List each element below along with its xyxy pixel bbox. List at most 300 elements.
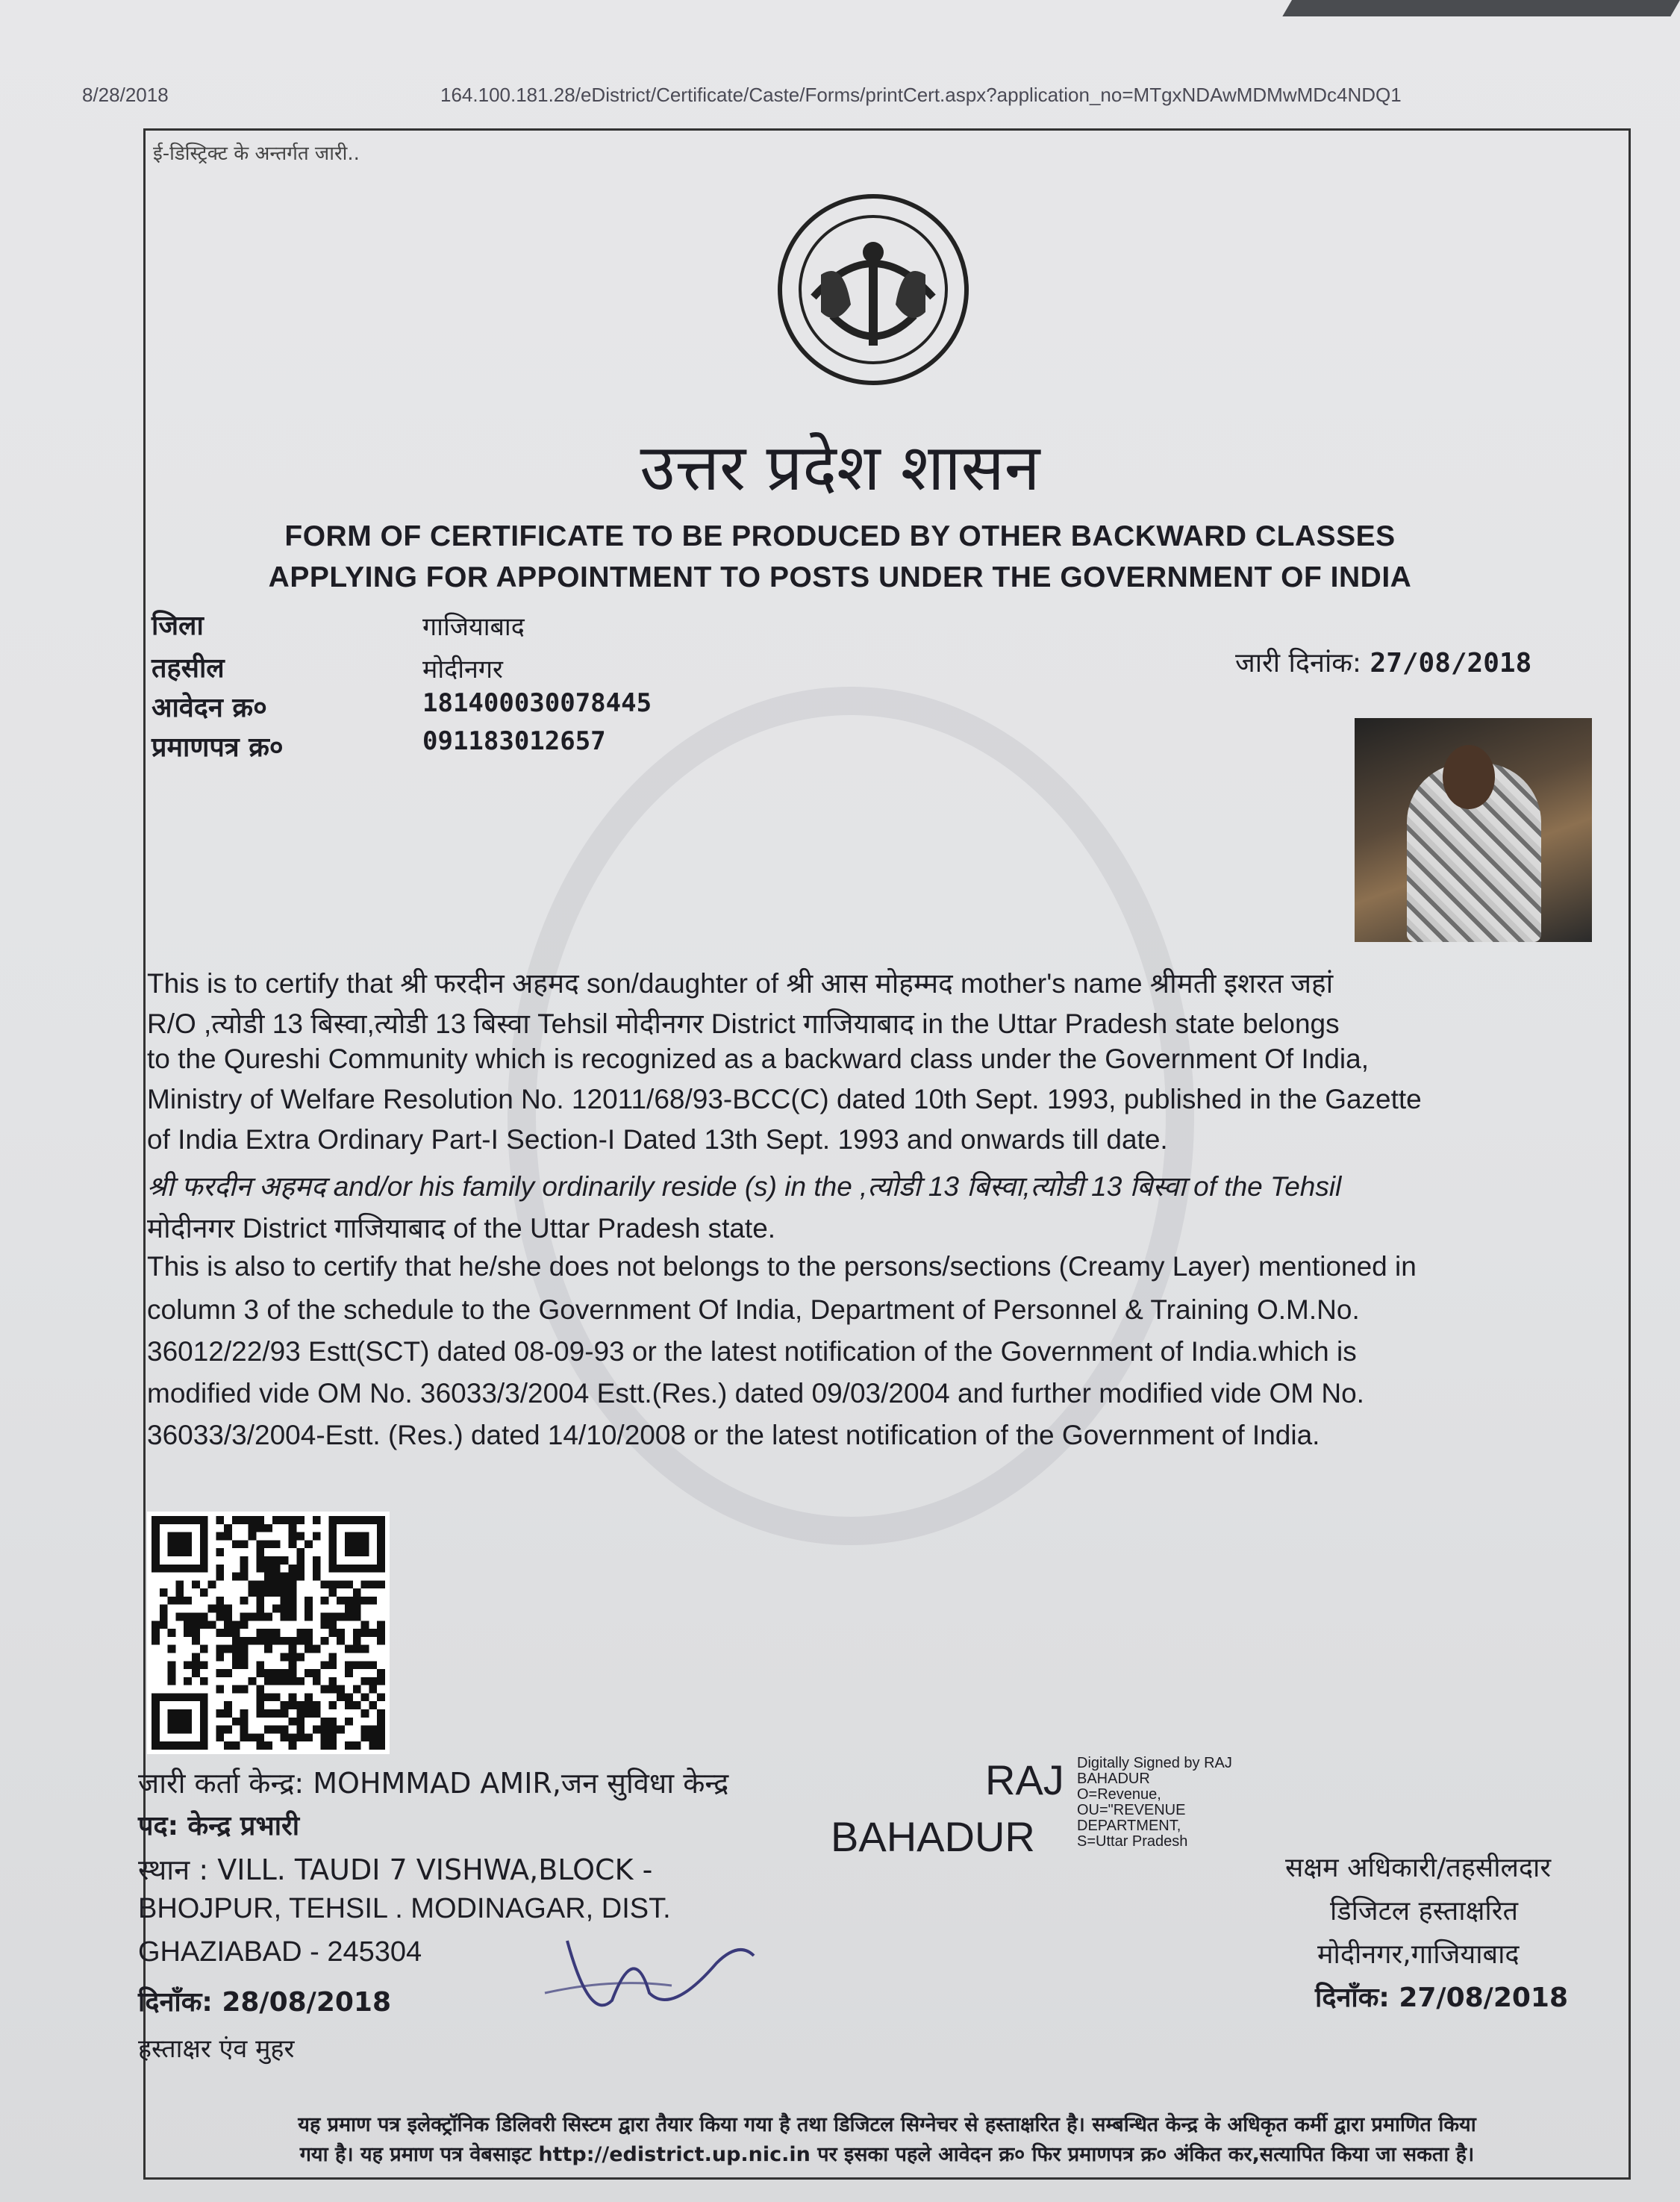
qr-module xyxy=(184,1597,192,1605)
qr-module xyxy=(337,1597,345,1605)
qr-module xyxy=(361,1677,369,1685)
qr-module xyxy=(264,1573,272,1581)
qr-module xyxy=(337,1613,345,1621)
qr-module xyxy=(305,1693,313,1701)
top-note: ई-डिस्ट्रिक्ट के अन्तर्गत जारी.. xyxy=(153,143,360,165)
qr-module xyxy=(288,1653,296,1661)
qr-module xyxy=(345,1580,353,1588)
qr-module xyxy=(328,1653,337,1661)
qr-module xyxy=(208,1621,216,1629)
qr-module xyxy=(232,1629,240,1637)
qr-module xyxy=(328,1733,337,1741)
qr-module xyxy=(281,1733,289,1741)
qr-module xyxy=(264,1580,272,1588)
qr-module xyxy=(313,1701,321,1709)
qr-module xyxy=(328,1718,337,1726)
qr-module xyxy=(281,1677,289,1685)
qr-module xyxy=(240,1661,249,1669)
emblem-watermark xyxy=(508,687,1194,1545)
issuer-line-4: BHOJPUR, TEHSIL . MODINAGAR, DIST. xyxy=(138,1893,671,1924)
qr-module xyxy=(288,1733,296,1741)
qr-module xyxy=(216,1605,224,1613)
qr-module xyxy=(328,1701,337,1709)
qr-module xyxy=(296,1565,305,1573)
qr-module xyxy=(377,1741,385,1750)
qr-module xyxy=(288,1580,296,1588)
digital-sign-details xyxy=(1077,1756,1232,1850)
footer-line-1: यह प्रमाण पत्र इलेक्ट्रॉनिक डिलिवरी सिस्टम द्वारा तैयार किया गया है तथा डिजिटल सिग्नेचर से हस्ताक्षरित है। सम्बन्धित केन्द्र के अधिकृत कर्मी द्वारा प्रमाणित किया xyxy=(298,2113,1476,2136)
qr-module xyxy=(232,1685,240,1694)
qr-module xyxy=(353,1613,361,1621)
qr-module xyxy=(240,1709,249,1718)
qr-module xyxy=(200,1645,208,1653)
issue-date-label: जारी दिनांक: xyxy=(1235,648,1362,679)
qr-module xyxy=(272,1637,281,1645)
qr-module xyxy=(264,1669,272,1677)
qr-module xyxy=(256,1556,264,1565)
qr-module xyxy=(288,1613,296,1621)
qr-module xyxy=(249,1733,257,1741)
qr-module xyxy=(216,1532,224,1541)
qr-module xyxy=(256,1741,264,1750)
qr-module xyxy=(377,1580,385,1588)
qr-module xyxy=(256,1661,264,1669)
qr-module xyxy=(313,1645,321,1653)
qr-module xyxy=(361,1629,369,1637)
qr-module xyxy=(264,1613,272,1621)
qr-module xyxy=(305,1733,313,1741)
qr-module xyxy=(288,1532,296,1541)
qr-module xyxy=(305,1597,313,1605)
qr-module xyxy=(256,1565,264,1573)
qr-module xyxy=(160,1588,168,1597)
qr-module xyxy=(216,1516,224,1524)
qr-module xyxy=(296,1532,305,1541)
qr-module xyxy=(353,1597,361,1605)
qr-module xyxy=(321,1580,329,1588)
qr-module xyxy=(288,1701,296,1709)
qr-module xyxy=(296,1709,305,1718)
qr-module xyxy=(337,1580,345,1588)
qr-module xyxy=(200,1661,208,1669)
qr-module xyxy=(361,1645,369,1653)
qr-module xyxy=(160,1613,168,1621)
qr-module xyxy=(184,1629,192,1637)
qr-module xyxy=(281,1669,289,1677)
qr-module xyxy=(353,1741,361,1750)
page-corner-shadow xyxy=(1282,0,1680,16)
qr-module xyxy=(361,1621,369,1629)
qr-module xyxy=(288,1741,296,1750)
qr-module xyxy=(200,1613,208,1621)
qr-module xyxy=(256,1629,264,1637)
qr-module xyxy=(288,1524,296,1532)
qr-module xyxy=(328,1726,337,1734)
qr-module xyxy=(240,1573,249,1581)
qr-module xyxy=(272,1677,281,1685)
qr-module xyxy=(288,1718,296,1726)
qr-module xyxy=(168,1629,176,1637)
qr-module xyxy=(361,1733,369,1741)
qr-module xyxy=(313,1669,321,1677)
qr-module xyxy=(240,1637,249,1645)
qr-module xyxy=(232,1573,240,1581)
qr-module xyxy=(345,1597,353,1605)
qr-module xyxy=(361,1709,369,1718)
qr-module xyxy=(377,1669,385,1677)
qr-module xyxy=(337,1726,345,1734)
qr-module xyxy=(152,1629,160,1637)
qr-module xyxy=(192,1653,200,1661)
qr-module xyxy=(296,1637,305,1645)
qr-module xyxy=(345,1693,353,1701)
digital-sign-detail-1: Digitally Signed by RAJ xyxy=(1077,1755,1232,1771)
qr-module xyxy=(345,1669,353,1677)
qr-module xyxy=(240,1726,249,1734)
qr-module xyxy=(361,1693,369,1701)
field-value-tehsil: मोदीनगर xyxy=(422,655,503,684)
qr-module xyxy=(240,1540,249,1548)
qr-module xyxy=(224,1524,232,1532)
authority-line-2: डिजिटल हस्ताक्षरित xyxy=(1330,1896,1518,1927)
qr-module xyxy=(264,1565,272,1573)
qr-module xyxy=(337,1629,345,1637)
qr-module xyxy=(272,1516,281,1524)
qr-module xyxy=(272,1709,281,1718)
print-date: 8/28/2018 xyxy=(82,84,169,106)
qr-module xyxy=(305,1669,313,1677)
qr-module xyxy=(240,1516,249,1524)
qr-module xyxy=(168,1677,176,1685)
qr-module xyxy=(281,1588,289,1597)
qr-module xyxy=(224,1532,232,1541)
qr-module xyxy=(321,1733,329,1741)
qr-module xyxy=(281,1605,289,1613)
qr-module xyxy=(240,1653,249,1661)
qr-module xyxy=(216,1685,224,1694)
issuer-line-7: हस्ताक्षर एंव मुहर xyxy=(138,2034,295,2064)
qr-module xyxy=(216,1733,224,1741)
qr-module xyxy=(281,1597,289,1605)
qr-module xyxy=(345,1661,353,1669)
qr-module xyxy=(192,1637,200,1645)
qr-module xyxy=(168,1597,176,1605)
qr-module xyxy=(321,1661,329,1669)
issuer-line-2: पद: केन्द्र प्रभारी xyxy=(138,1811,300,1841)
qr-module xyxy=(377,1718,385,1726)
qr-module xyxy=(184,1661,192,1669)
digital-sign-detail-6: S=Uttar Pradesh xyxy=(1077,1833,1188,1850)
qr-module xyxy=(296,1653,305,1661)
qr-module xyxy=(272,1573,281,1581)
digital-sign-name-1: RAJ xyxy=(985,1756,1064,1803)
qr-module xyxy=(232,1653,240,1661)
qr-module xyxy=(264,1677,272,1685)
qr-module xyxy=(313,1532,321,1541)
qr-module xyxy=(192,1629,200,1637)
qr-module xyxy=(321,1726,329,1734)
qr-module xyxy=(264,1556,272,1565)
qr-module xyxy=(249,1524,257,1532)
qr-module xyxy=(256,1693,264,1701)
qr-module xyxy=(240,1733,249,1741)
qr-module xyxy=(249,1516,257,1524)
qr-module xyxy=(249,1677,257,1685)
qr-module xyxy=(272,1540,281,1548)
qr-module xyxy=(281,1613,289,1621)
title-hindi: उत्तर प्रदेश शासन xyxy=(640,431,1040,505)
qr-module xyxy=(321,1741,329,1750)
qr-module xyxy=(369,1741,377,1750)
qr-module xyxy=(288,1573,296,1581)
qr-module xyxy=(369,1661,377,1669)
qr-module xyxy=(184,1677,192,1685)
body-line-7: मोदीनगर District गाजियाबाद of the Uttar Pradesh state. xyxy=(147,1213,776,1244)
qr-module xyxy=(256,1701,264,1709)
qr-module xyxy=(232,1718,240,1726)
body-line-10: 36012/22/93 Estt(SCT) dated 08-09-93 or the latest notification of the Government of India.which is xyxy=(147,1336,1357,1367)
qr-module xyxy=(369,1726,377,1734)
qr-module xyxy=(240,1565,249,1573)
qr-module xyxy=(192,1613,200,1621)
qr-module xyxy=(232,1645,240,1653)
qr-module xyxy=(249,1637,257,1645)
qr-module xyxy=(216,1613,224,1621)
qr-module xyxy=(321,1718,329,1726)
qr-module xyxy=(224,1669,232,1677)
qr-module xyxy=(208,1580,216,1588)
qr-module xyxy=(272,1605,281,1613)
qr-module xyxy=(175,1597,184,1605)
qr-module xyxy=(184,1621,192,1629)
qr-module xyxy=(200,1677,208,1685)
qr-module xyxy=(224,1709,232,1718)
qr-module xyxy=(321,1597,329,1605)
qr-module xyxy=(353,1661,361,1669)
qr-module xyxy=(281,1580,289,1588)
body-line-5: of India Extra Ordinary Part-I Section-I Dated 13th Sept. 1993 and onwards till date. xyxy=(147,1124,1168,1155)
qr-code xyxy=(147,1512,390,1754)
qr-module xyxy=(256,1709,264,1718)
qr-module xyxy=(305,1645,313,1653)
qr-module xyxy=(288,1693,296,1701)
authority-line-4: दिनाँक: 27/08/2018 xyxy=(1315,1983,1569,2013)
qr-module xyxy=(192,1621,200,1629)
qr-module xyxy=(288,1597,296,1605)
qr-module xyxy=(288,1605,296,1613)
qr-module xyxy=(337,1693,345,1701)
qr-module xyxy=(264,1588,272,1597)
qr-module xyxy=(288,1645,296,1653)
qr-module xyxy=(249,1580,257,1588)
qr-module xyxy=(216,1645,224,1653)
qr-module xyxy=(256,1540,264,1548)
qr-module xyxy=(281,1653,289,1661)
qr-module xyxy=(264,1645,272,1653)
qr-module xyxy=(353,1701,361,1709)
qr-module xyxy=(256,1580,264,1588)
handwritten-signature xyxy=(522,1911,769,2030)
qr-module xyxy=(305,1709,313,1718)
qr-module xyxy=(240,1556,249,1565)
qr-module xyxy=(369,1701,377,1709)
qr-module xyxy=(296,1718,305,1726)
qr-module xyxy=(256,1669,264,1677)
qr-module xyxy=(337,1685,345,1694)
issue-date xyxy=(1235,643,1531,680)
qr-module xyxy=(249,1613,257,1621)
qr-module xyxy=(337,1637,345,1645)
body-line-6: श्री फरदीन अहमद and/or his family ordinarily reside (s) in the ,त्योडी 13 बिस्वा,त्योडी 13 बिस्वा of the Tehsil xyxy=(147,1171,1342,1202)
qr-module xyxy=(232,1540,240,1548)
qr-module xyxy=(184,1613,192,1621)
qr-module xyxy=(256,1597,264,1605)
qr-module xyxy=(272,1588,281,1597)
qr-module xyxy=(256,1733,264,1741)
qr-module xyxy=(313,1516,321,1524)
qr-module xyxy=(328,1661,337,1669)
qr-module xyxy=(369,1733,377,1741)
applicant-photo xyxy=(1355,718,1592,942)
qr-module xyxy=(288,1588,296,1597)
qr-module xyxy=(321,1613,329,1621)
qr-module xyxy=(296,1629,305,1637)
qr-module xyxy=(377,1733,385,1741)
field-value-application-no: 181400030078445 xyxy=(422,688,652,718)
qr-module xyxy=(256,1516,264,1524)
authority-line-3: मोदीनगर,गाजियाबाद xyxy=(1317,1939,1520,1970)
qr-module xyxy=(345,1718,353,1726)
qr-module xyxy=(272,1726,281,1734)
qr-module xyxy=(264,1629,272,1637)
qr-module xyxy=(224,1621,232,1629)
qr-module xyxy=(353,1645,361,1653)
qr-module xyxy=(216,1653,224,1661)
qr-module xyxy=(328,1613,337,1621)
qr-module xyxy=(313,1709,321,1718)
digital-sign-name-2: BAHADUR xyxy=(831,1813,1035,1860)
qr-module xyxy=(272,1565,281,1573)
qr-module xyxy=(224,1629,232,1637)
qr-module xyxy=(232,1661,240,1669)
digital-sign-detail-2: BAHADUR xyxy=(1077,1771,1150,1787)
qr-module xyxy=(361,1726,369,1734)
qr-module xyxy=(168,1645,176,1653)
qr-module xyxy=(328,1580,337,1588)
footer-line-2: गया है। यह प्रमाण पत्र वेबसाइट http://edistrict.up.nic.in पर इसका पहले आवेदन क्र० फिर प्रमाणपत्र क्र० अंकित कर,सत्यापित किया जा सकता है। xyxy=(299,2143,1475,2166)
qr-module xyxy=(296,1726,305,1734)
qr-code-pattern xyxy=(152,1516,385,1750)
field-label-application-no: आवेदन क्र० xyxy=(152,693,267,723)
qr-module xyxy=(361,1661,369,1669)
qr-module xyxy=(240,1645,249,1653)
qr-module xyxy=(256,1524,264,1532)
qr-module xyxy=(264,1726,272,1734)
qr-module xyxy=(232,1516,240,1524)
qr-module xyxy=(288,1669,296,1677)
qr-module xyxy=(353,1588,361,1597)
qr-module xyxy=(353,1629,361,1637)
body-line-12: 36033/3/2004-Estt. (Res.) dated 14/10/2008 or the latest notification of the Government of India. xyxy=(147,1420,1320,1450)
qr-module xyxy=(281,1637,289,1645)
qr-module xyxy=(224,1613,232,1621)
qr-module xyxy=(281,1726,289,1734)
qr-module xyxy=(353,1605,361,1613)
qr-module xyxy=(288,1637,296,1645)
qr-module xyxy=(272,1669,281,1677)
qr-module xyxy=(264,1540,272,1548)
qr-module xyxy=(288,1540,296,1548)
qr-module xyxy=(321,1621,329,1629)
qr-module xyxy=(281,1701,289,1709)
title-english-line2: APPLYING FOR APPOINTMENT TO POSTS UNDER THE GOVERNMENT OF INDIA xyxy=(268,561,1412,593)
qr-module xyxy=(281,1709,289,1718)
qr-module xyxy=(313,1573,321,1581)
field-label-certificate-no: प्रमाणपत्र क्र० xyxy=(152,732,284,763)
qr-module xyxy=(192,1669,200,1677)
print-url: 164.100.181.28/eDistrict/Certificate/Caste/Forms/printCert.aspx?application_no=MTgxNDAwMDMwMDc4NDQ1 xyxy=(440,84,1402,106)
qr-module xyxy=(216,1669,224,1677)
qr-module xyxy=(264,1741,272,1750)
qr-module xyxy=(377,1726,385,1734)
qr-module xyxy=(272,1693,281,1701)
qr-module xyxy=(328,1685,337,1694)
qr-module xyxy=(305,1613,313,1621)
body-line-9: column 3 of the schedule to the Government Of India, Department of Personnel & Training O.M.No. xyxy=(147,1294,1360,1325)
qr-module xyxy=(345,1613,353,1621)
qr-module xyxy=(256,1613,264,1621)
qr-module xyxy=(168,1669,176,1677)
qr-module xyxy=(296,1677,305,1685)
qr-module xyxy=(256,1605,264,1613)
qr-module xyxy=(369,1685,377,1694)
issuer-line-3: स्थान : VILL. TAUDI 7 VISHWA,BLOCK - xyxy=(138,1853,653,1886)
qr-module xyxy=(321,1685,329,1694)
qr-module xyxy=(328,1588,337,1597)
qr-module xyxy=(216,1709,224,1718)
qr-module xyxy=(249,1532,257,1541)
qr-module xyxy=(224,1605,232,1613)
qr-module xyxy=(264,1524,272,1532)
qr-module xyxy=(353,1637,361,1645)
qr-module xyxy=(216,1629,224,1637)
qr-module xyxy=(216,1548,224,1556)
qr-module xyxy=(264,1709,272,1718)
digital-sign-detail-5: DEPARTMENT, xyxy=(1077,1818,1181,1834)
qr-module xyxy=(256,1685,264,1694)
qr-module xyxy=(175,1580,184,1588)
issuer-line-1: जारी कर्ता केन्द्र: MOHMMAD AMIR,जन सुविधा केन्द्र xyxy=(138,1767,729,1800)
qr-module xyxy=(281,1573,289,1581)
qr-module xyxy=(296,1733,305,1741)
qr-module xyxy=(168,1661,176,1669)
qr-module xyxy=(256,1548,264,1556)
qr-module xyxy=(288,1661,296,1669)
qr-module xyxy=(345,1701,353,1709)
qr-module xyxy=(305,1701,313,1709)
qr-module xyxy=(377,1709,385,1718)
qr-module xyxy=(328,1621,337,1629)
qr-module xyxy=(232,1741,240,1750)
qr-module xyxy=(192,1580,200,1588)
qr-module xyxy=(216,1573,224,1581)
qr-module xyxy=(216,1565,224,1573)
qr-module xyxy=(208,1605,216,1613)
qr-module xyxy=(240,1597,249,1605)
qr-module xyxy=(296,1548,305,1556)
qr-module xyxy=(232,1637,240,1645)
qr-module xyxy=(369,1629,377,1637)
